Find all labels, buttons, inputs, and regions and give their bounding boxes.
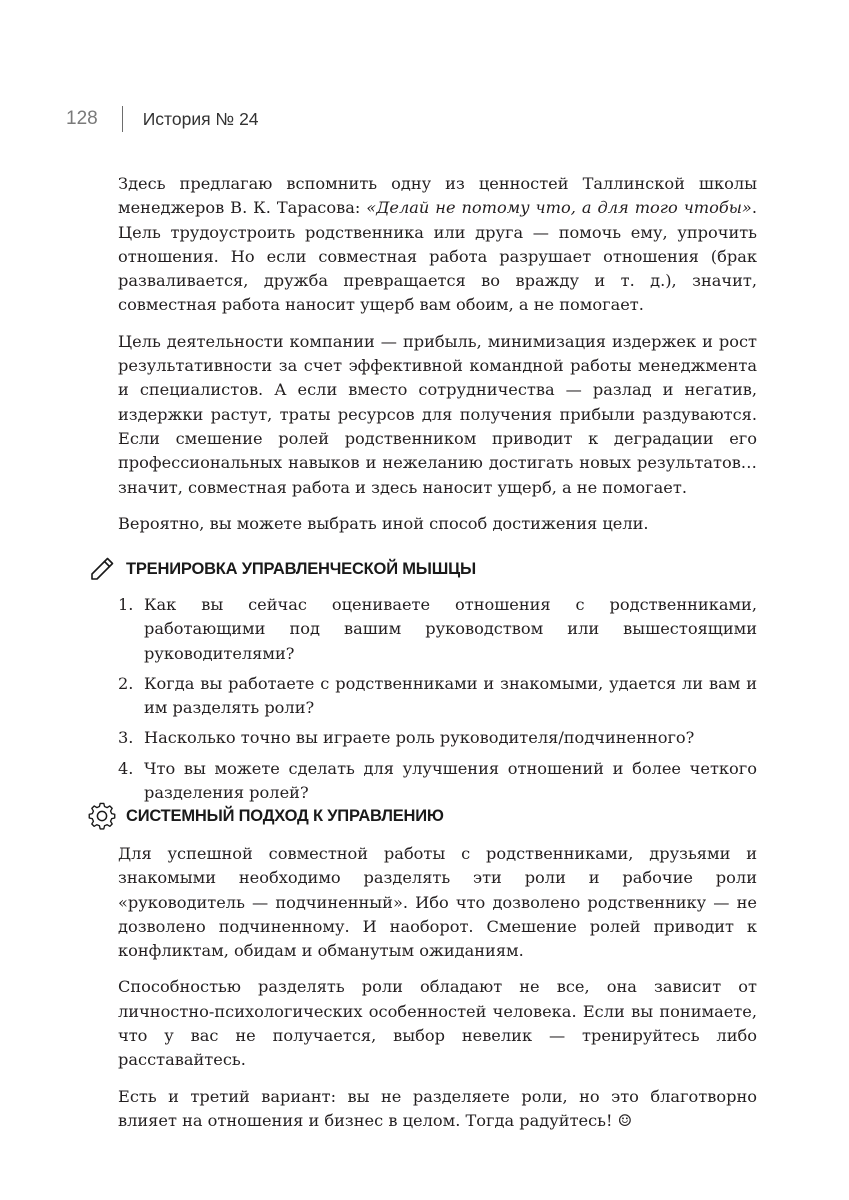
system-paragraph-1: Для успешной совместной работы с родственниками, друзьями и знакомыми необходимо разделять эти роли и рабочие роли «руководитель — подчиненный». Ибо что дозволено родственнику — не дозволено подчиненному. И наоборот. Смешение ролей приводит к конфликтам, обидам и обманутым ожиданиям. (118, 844, 757, 961)
list-item: 1. Как вы сейчас оцениваете отношения с родственниками, работающими под вашим руководством или вышестоящими руководителями? (118, 595, 757, 663)
list-item: 4. Что вы можете сделать для улучшения отношений и более четкого разделения ролей? (118, 758, 757, 803)
header-divider (122, 106, 123, 132)
running-title: История № 24 (142, 108, 259, 129)
exercise-questions (118, 593, 757, 805)
intro-section (118, 172, 757, 536)
system-title: СИСТЕМНЫЙ ПОДХОД К УПРАВЛЕНИЮ (126, 806, 444, 825)
intro-paragraph-1: Здесь предлагаю вспомнить одну из ценностей Таллинской школы менеджеров В. К. Тарасова: «Делай не потому что, а для того чтобы». Цель трудоустроить родственника или друга — помочь ему, упрочить отношения. Но если совместная работа разрушает отношения (брак разваливается, дружба превращается во вражду и т. д.), значит, совместная работа наносит ущерб вам обоим, а не помогает. (118, 174, 757, 315)
intro-paragraph-3: Вероятно, вы можете выбрать иной способ достижения цели. (118, 513, 649, 533)
exercise-title: ТРЕНИРОВКА УПРАВЛЕНЧЕСКОЙ МЫШЦЫ (126, 559, 476, 578)
system-paragraph-3: Есть и третий вариант: вы не разделяете роли, но это благотворно влияет на отношения и бизнес в целом. Тогда радуйтесь! ☺ (118, 1086, 757, 1130)
system-paragraph-2: Способностью разделять роли обладают не все, она зависит от личностно-психологических особенностей человека. Если вы понимаете, что у вас не получается, выбор невелик — тренируйтесь либо расставайтесь. (118, 977, 757, 1070)
exercise-heading (88, 554, 476, 584)
system-heading (88, 801, 444, 831)
list-item: 2. Когда вы работаете с родственниками и знакомыми, удается ли вам и им разделять роли? (118, 673, 757, 718)
tarasov-quote: «Делай не потому что, а для того чтобы» (366, 198, 752, 218)
gear-icon (88, 802, 116, 830)
intro-paragraph-2: Цель деятельности компании — прибыль, минимизация издержек и рост результативности за счет эффективной командной работы менеджмента и специалистов. А если вместо сотрудничества — разлад и негатив, издержки растут, траты ресурсов для получения прибыли раздуваются. Если смешение ролей родственником приводит к деградации его профессиональных навыков и нежеланию достигать новых результатов… значит, совместная работа и здесь наносит ущерб, а не помогает. (118, 331, 757, 497)
page-number: 128 (66, 108, 98, 129)
system-section (118, 842, 757, 1133)
list-item: 3. Насколько точно вы играете роль руководителя/подчиненного? (118, 728, 695, 748)
pencil-icon (88, 555, 116, 583)
page-header (66, 106, 259, 132)
